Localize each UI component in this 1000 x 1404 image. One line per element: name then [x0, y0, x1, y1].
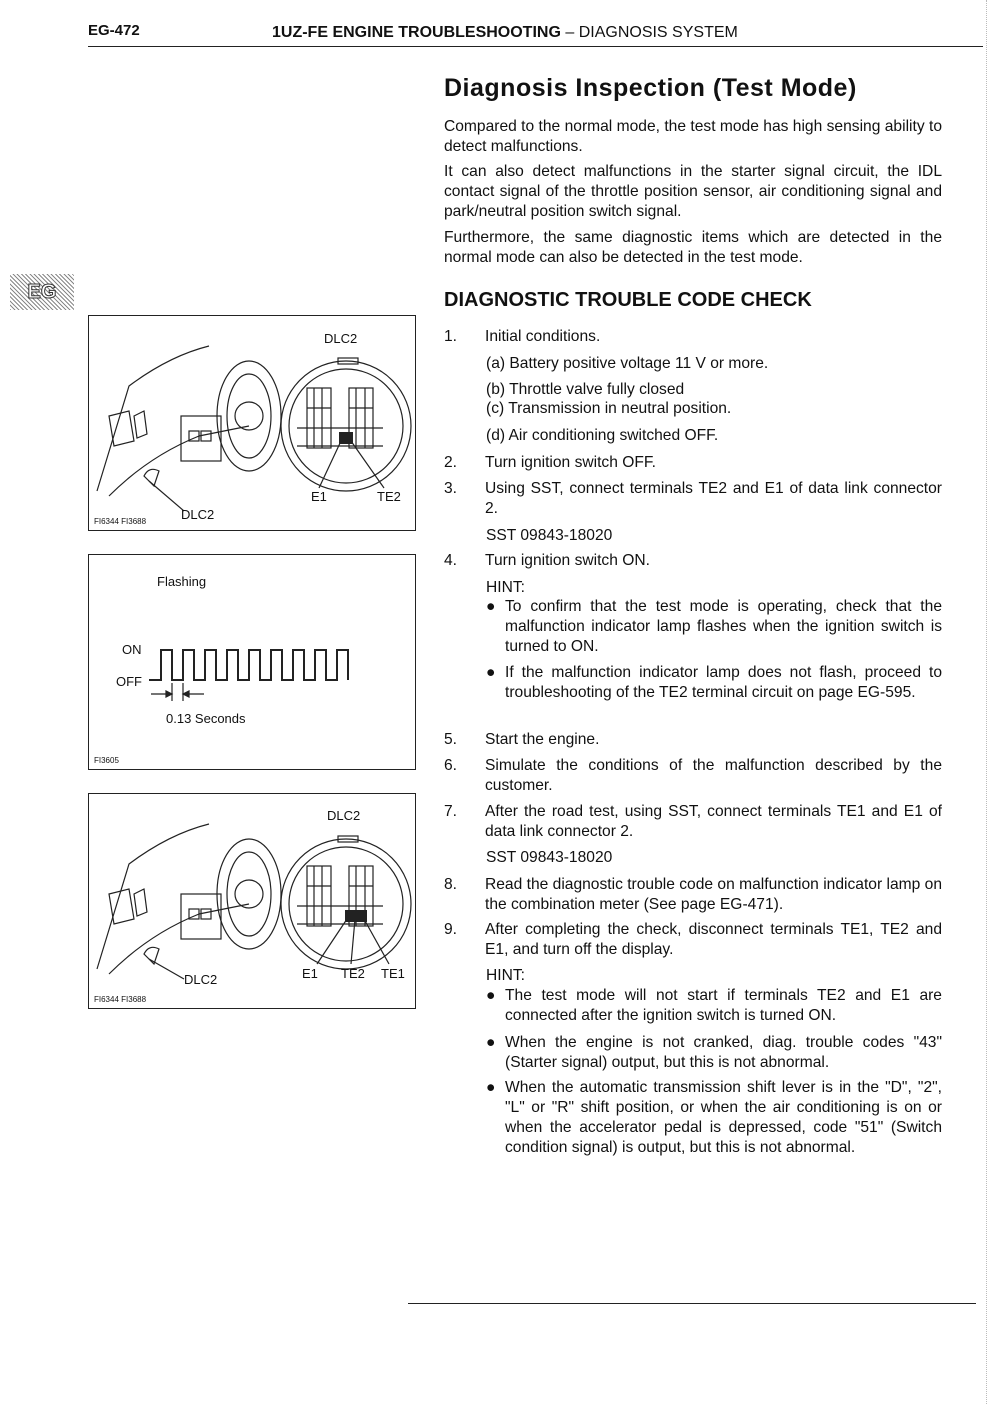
step-number: 8.: [444, 876, 458, 893]
e1-label: E1: [311, 489, 327, 504]
te2-label: TE2: [341, 966, 365, 981]
figure-code: FI6344 FI3688: [94, 517, 147, 526]
dlc2-label-bottom: DLC2: [184, 972, 218, 987]
on-label: ON: [122, 642, 142, 657]
step-text: Using SST, connect terminals TE2 and E1 of data link connector 2.: [485, 480, 942, 517]
te2-label: TE2: [377, 489, 401, 504]
section-tab: EG: [10, 274, 74, 310]
seconds-label: 0.13 Seconds: [166, 711, 246, 726]
bullet-icon: ●: [486, 1079, 496, 1096]
flashing-waveform: [149, 650, 348, 680]
footer-rule: [408, 1303, 976, 1304]
step-number: 2.: [444, 454, 458, 471]
dlc2-label-bottom: DLC2: [181, 507, 215, 522]
condition-a: (a) Battery positive voltage 11 V or more.: [486, 355, 769, 372]
step-text: After the road test, using SST, connect terminals TE1 and E1 of data link connector 2.: [485, 803, 942, 840]
step-text: Start the engine.: [485, 731, 600, 748]
step-number: 7.: [444, 803, 458, 820]
bullet-icon: ●: [486, 987, 496, 1004]
e1-label: E1: [302, 966, 318, 981]
step-text: Turn ignition switch ON.: [485, 552, 650, 569]
bullet-icon: ●: [486, 598, 496, 615]
step-number: 3.: [444, 480, 458, 497]
hint-label-2: HINT:: [486, 967, 525, 984]
header-title-bold: 1UZ-FE ENGINE TROUBLESHOOTING: [272, 24, 561, 41]
step-number: 9.: [444, 921, 458, 938]
step-number: 4.: [444, 552, 458, 569]
condition-d: (d) Air conditioning switched OFF.: [486, 427, 719, 444]
intro-paragraph-3: Furthermore, the same diagnostic items which are detected in the normal mode can also be detected in the test mode.: [444, 229, 942, 266]
step-text: Simulate the conditions of the malfunction described by the customer.: [485, 757, 942, 794]
figure-flashing-pattern: [88, 554, 416, 770]
bullet-icon: ●: [486, 1034, 496, 1051]
section-title: Diagnosis Inspection (Test Mode): [444, 74, 857, 102]
condition-c: (c) Transmission in neutral position.: [486, 400, 732, 417]
step-number: 1.: [444, 328, 458, 345]
dashboard-connector-illustration: [89, 794, 415, 1008]
header-title-rest: – DIAGNOSIS SYSTEM: [560, 24, 738, 41]
page-number: EG-472: [88, 22, 140, 39]
step-text: Read the diagnostic trouble code on malfunction indicator lamp on the combination meter (See page EG-471).: [485, 876, 942, 913]
running-header: [272, 24, 738, 42]
figure-code: FI3605: [94, 756, 119, 765]
bullet-icon: ●: [486, 664, 496, 681]
figure-dlc2-te2-e1: [88, 315, 416, 531]
figure-dlc2-te1-e1: [88, 793, 416, 1009]
dtc-check-heading: DIAGNOSTIC TROUBLE CODE CHECK: [444, 289, 812, 311]
square-wave-diagram: [89, 555, 415, 769]
hint-label-1: HINT:: [486, 579, 525, 596]
header-rule: [88, 46, 983, 47]
intro-paragraph-1: Compared to the normal mode, the test mode has high sensing ability to detect malfunctions.: [444, 118, 942, 155]
intro-paragraph-2: It can also detect malfunctions in the starter signal circuit, the IDL contact signal of the throttle position sensor, air conditioning signal and park/neutral position switch signal.: [444, 163, 942, 220]
step-text: Turn ignition switch OFF.: [485, 454, 657, 471]
condition-b: (b) Throttle valve fully closed: [486, 381, 685, 398]
figure-code: FI6344 FI3688: [94, 995, 147, 1004]
flashing-label: Flashing: [157, 574, 207, 589]
step-number: 5.: [444, 731, 458, 748]
off-label: OFF: [116, 674, 142, 689]
dashboard-connector-illustration: [89, 316, 415, 530]
page-edge: [986, 0, 987, 1404]
step-text: Initial conditions.: [485, 328, 601, 345]
dlc2-label-top: DLC2: [327, 808, 361, 823]
dlc2-label-top: DLC2: [324, 331, 358, 346]
sst-number-1: SST 09843-18020: [486, 527, 613, 544]
step-text: After completing the check, disconnect terminals TE1, TE2 and E1, and turn off the display.: [485, 921, 942, 958]
te1-label: TE1: [381, 966, 405, 981]
step-number: 6.: [444, 757, 458, 774]
sst-number-2: SST 09843-18020: [486, 849, 613, 866]
